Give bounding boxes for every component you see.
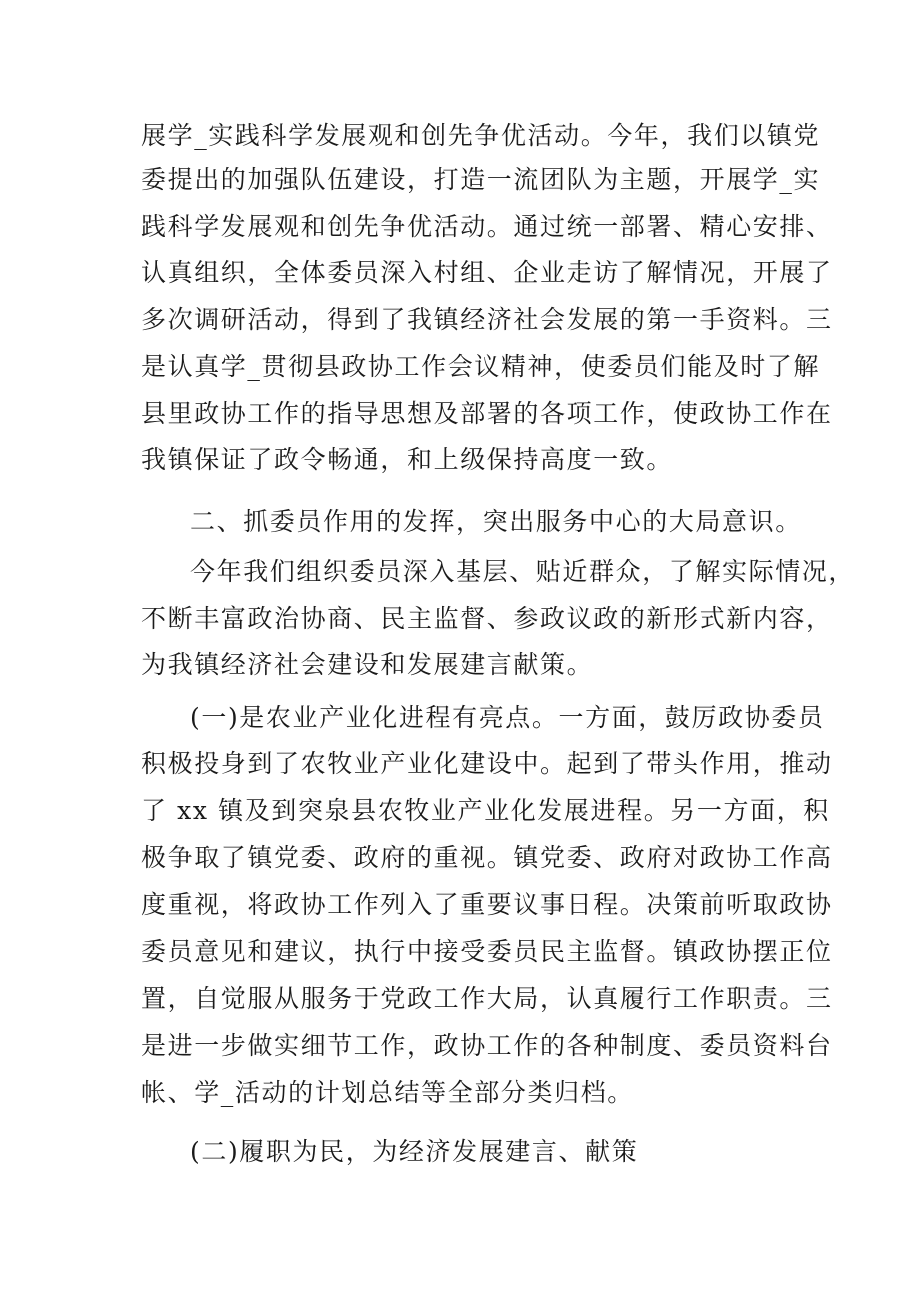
subsection-heading-2: (二)履职为民，为经济发展建言、献策 [190, 1137, 639, 1166]
text-line-12: 为我镇经济社会建设和发展建言献策。 [141, 650, 594, 679]
text-line-4: 认真组织，全体委员深入村组、企业走访了解情况，开展了 [141, 258, 833, 287]
text-line-6: 是认真学_贯彻县政协工作会议精神，使委员们能及时了解 [141, 352, 821, 381]
text-line-1: 展学_实践科学发展观和创先争优活动。今年，我们以镇党 [141, 121, 821, 150]
text-line-2: 委提出的加强队伍建设，打造一流团队为主题，开展学_实 [141, 165, 821, 194]
section-heading-2: 二、抓委员作用的发挥，突出服务中心的大局意识。 [190, 507, 802, 536]
subsection-heading-1: (一)是农业产业化进程有亮点。一方面，鼓厉政协委员 [190, 703, 825, 732]
text-line-15: 了 xx 镇及到突泉县农牧业产业化发展进程。另一方面，积 [141, 796, 830, 825]
text-line-11: 不断丰富政治协商、民主监督、参政议政的新形式新内容， [141, 604, 833, 633]
text-line-5: 多次调研活动，得到了我镇经济社会发展的第一手资料。三 [141, 305, 833, 334]
text-line-18: 委员意见和建议，执行中接受委员民主监督。镇政协摆正位 [141, 937, 833, 966]
text-line-8: 我镇保证了政令畅通，和上级保持高度一致。 [141, 445, 674, 474]
text-line-7: 县里政协工作的指导思想及部署的各项工作，使政协工作在 [141, 399, 833, 428]
text-line-21: 帐、学_活动的计划总结等全部分类归档。 [141, 1078, 634, 1107]
text-line-16: 极争取了镇党委、政府的重视。镇党委、政府对政协工作高 [141, 843, 833, 872]
text-line-20: 是进一步做实细节工作，政协工作的各种制度、委员资料台 [141, 1031, 833, 1060]
text-line-10: 今年我们组织委员深入基层、贴近群众，了解实际情况， [190, 557, 856, 586]
text-line-19: 置，自觉服从服务于党政工作大局，认真履行工作职责。三 [141, 984, 833, 1013]
text-line-3: 践科学发展观和创先争优活动。通过统一部署、精心安排、 [141, 212, 833, 241]
text-line-14: 积极投身到了农牧业产业化建设中。起到了带头作用，推动 [141, 749, 833, 778]
text-line-17: 度重视，将政协工作列入了重要议事日程。决策前听取政协 [141, 890, 833, 919]
